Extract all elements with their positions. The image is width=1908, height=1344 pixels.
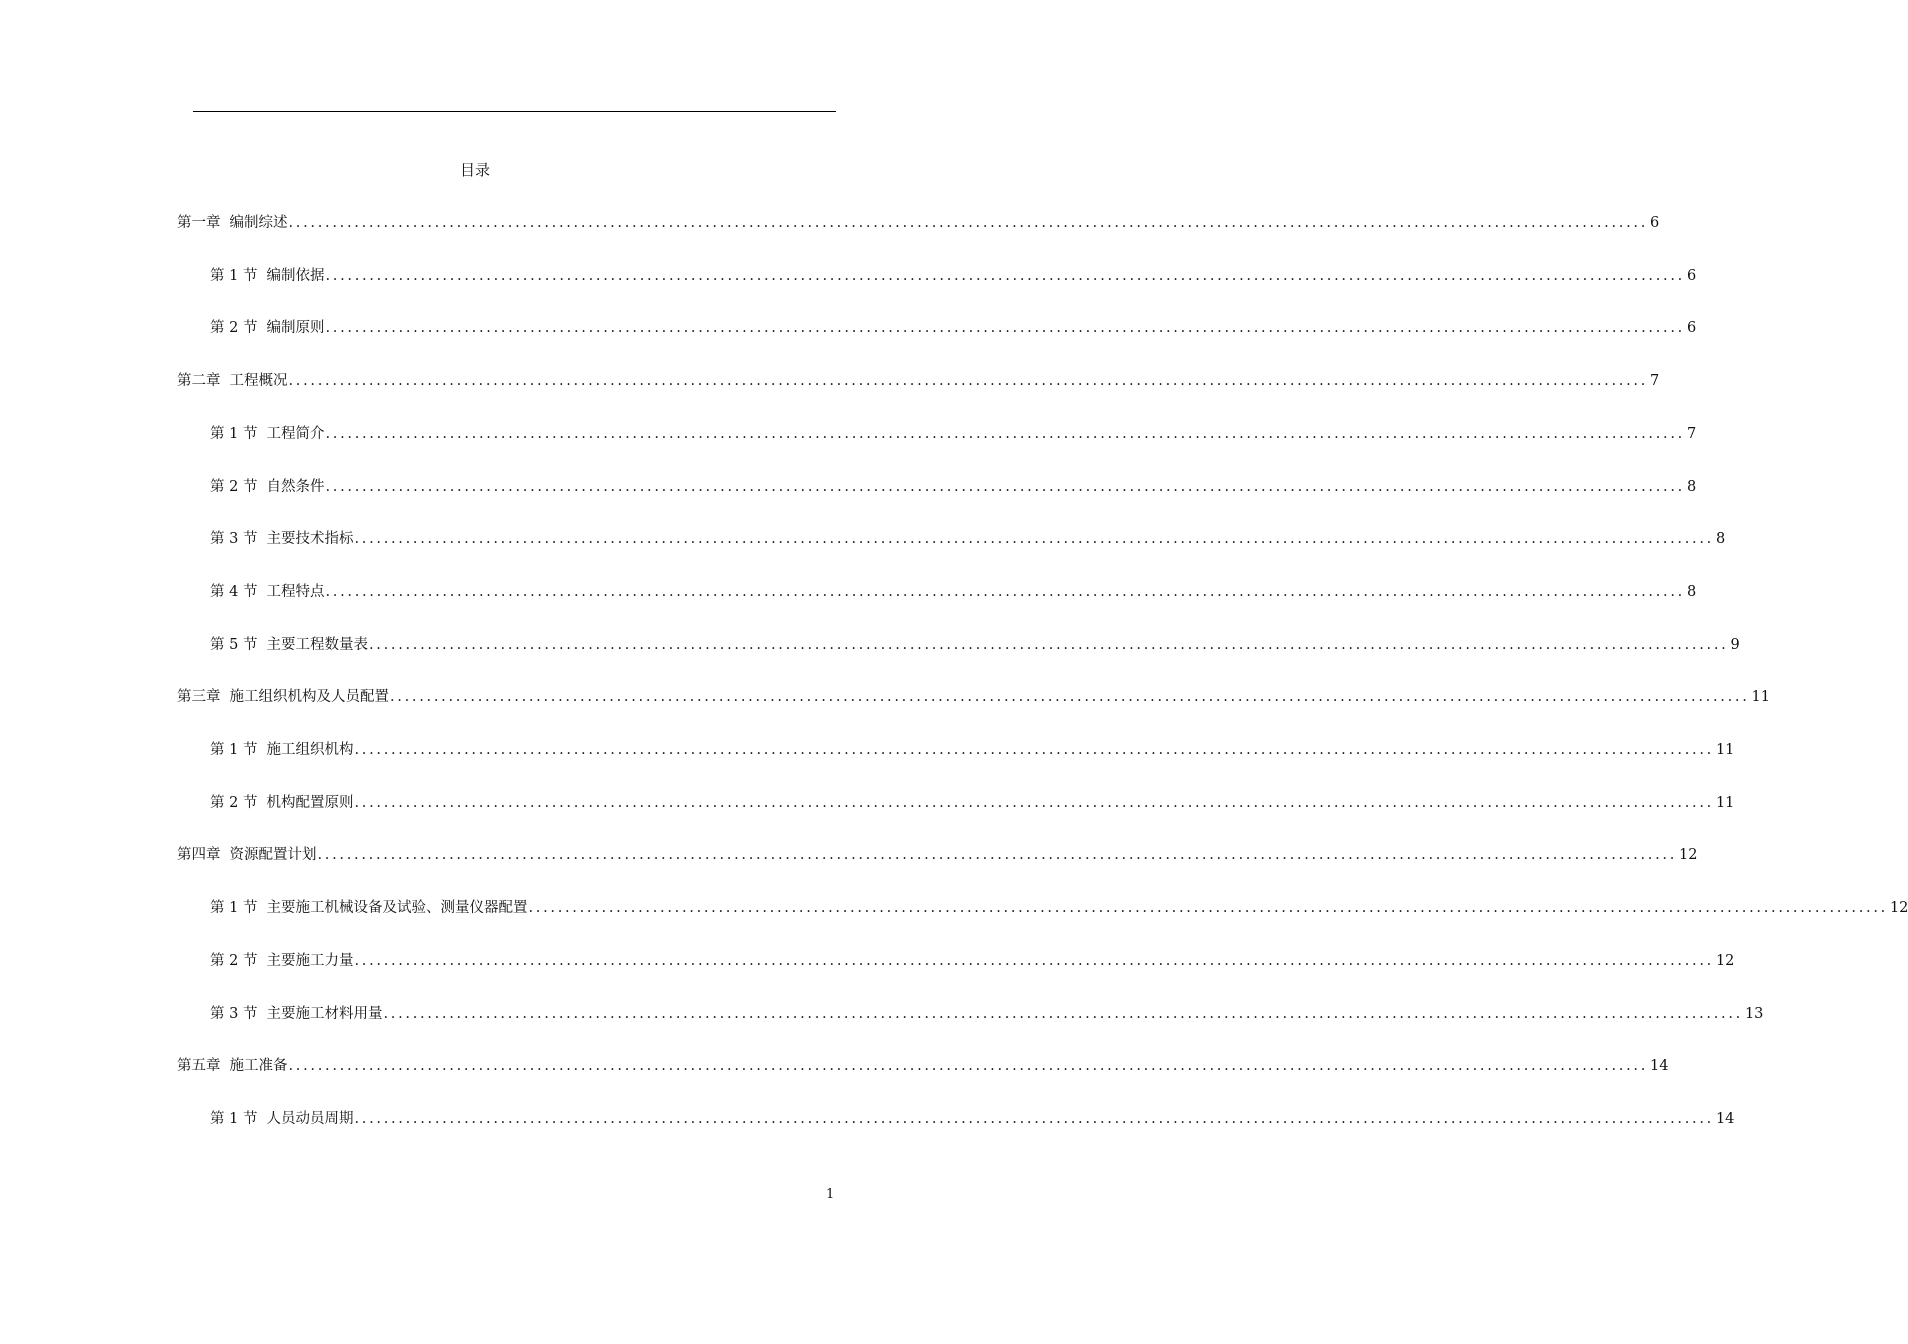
entry-title: 工程简介 (266, 426, 325, 442)
entry-title: 编制依据 (266, 268, 325, 284)
entry-label (177, 1055, 288, 1077)
toc-section-entry[interactable] (210, 476, 1697, 498)
entry-label (210, 423, 324, 445)
toc-section-entry[interactable] (210, 1003, 1764, 1025)
entry-title: 机构配置原则 (266, 795, 354, 811)
entry-page-number: 12 (1889, 900, 1908, 916)
entry-label (177, 212, 288, 234)
entry-title: 人员动员周期 (266, 1111, 354, 1127)
dot-leader: .......................................................................................................................................................................................... (354, 1111, 1714, 1127)
entry-number: 第三章 (177, 689, 221, 705)
entry-number: 第 5 节 (210, 637, 258, 653)
entry-title: 自然条件 (266, 479, 325, 495)
entry-page-number: 8 (1686, 584, 1697, 600)
entry-page-number: 11 (1751, 689, 1770, 705)
entry-number: 第 1 节 (210, 1111, 258, 1127)
dot-leader: .......................................................................................................................................................................................... (288, 1058, 1648, 1074)
toc-chapter-entry[interactable] (177, 370, 1660, 392)
toc-section-entry[interactable] (210, 581, 1697, 603)
entry-number: 第五章 (177, 1058, 221, 1074)
entry-page-number: 6 (1686, 320, 1697, 336)
entry-page-number: 11 (1715, 742, 1735, 758)
entry-label (210, 1003, 382, 1025)
entry-label (210, 792, 353, 814)
toc-section-entry[interactable] (210, 528, 1726, 550)
dot-leader: .......................................................................................................................................................................................... (354, 795, 1714, 811)
entry-page-number: 12 (1679, 847, 1698, 863)
entry-page-number: 6 (1650, 215, 1660, 231)
toc-section-entry[interactable] (210, 317, 1697, 339)
entry-label (210, 950, 353, 972)
entry-number: 第 1 节 (210, 426, 258, 442)
toc-chapter-entry[interactable] (177, 844, 1698, 866)
dot-leader: .......................................................................................................................................................................................... (288, 215, 1648, 231)
entry-title: 主要技术指标 (266, 531, 354, 547)
entry-title: 施工组织机构及人员配置 (229, 689, 389, 705)
entry-title: 施工准备 (229, 1058, 288, 1074)
toc-title-text: 目录 (459, 161, 490, 179)
entry-title: 主要施工机械设备及试验、测量仪器配置 (266, 900, 528, 916)
entry-page-number: 8 (1686, 479, 1697, 495)
toc-section-entry[interactable] (210, 265, 1697, 287)
entry-number: 第二章 (177, 373, 221, 389)
entry-label (210, 265, 324, 287)
entry-number: 第 1 节 (210, 742, 258, 758)
toc-section-entry[interactable] (210, 950, 1735, 972)
entry-number: 第 3 节 (210, 531, 258, 547)
entry-number: 第 2 节 (210, 953, 258, 969)
entry-number: 第 2 节 (210, 320, 258, 336)
entry-page-number: 8 (1715, 531, 1726, 547)
entry-page-number: 14 (1650, 1058, 1669, 1074)
entry-page-number: 13 (1744, 1006, 1764, 1022)
toc-section-entry[interactable] (210, 792, 1735, 814)
entry-label (210, 476, 324, 498)
toc-section-entry[interactable] (210, 634, 1740, 656)
entry-number: 第 2 节 (210, 479, 258, 495)
entry-number: 第 1 节 (210, 268, 258, 284)
entry-number: 第 1 节 (210, 900, 258, 916)
dot-leader: .......................................................................................................................................................................................... (288, 373, 1648, 389)
entry-page-number: 7 (1650, 373, 1660, 389)
entry-title: 工程概况 (229, 373, 288, 389)
entry-label (210, 739, 353, 761)
toc-section-entry[interactable] (210, 423, 1697, 445)
toc-chapter-entry[interactable] (177, 686, 1770, 708)
entry-label (210, 317, 324, 339)
entry-title: 编制原则 (266, 320, 325, 336)
dot-leader: .......................................................................................................................................................................................... (325, 268, 1685, 284)
dot-leader: .......................................................................................................................................................................................... (325, 584, 1685, 600)
entry-label (177, 686, 389, 708)
toc-chapter-entry[interactable] (177, 1055, 1669, 1077)
dot-leader: .......................................................................................................................................................................................... (354, 953, 1714, 969)
entry-page-number: 12 (1715, 953, 1735, 969)
dot-leader: .......................................................................................................................................................................................... (383, 1006, 1743, 1022)
dot-leader: .......................................................................................................................................................................................... (325, 479, 1685, 495)
dot-leader: .......................................................................................................................................................................................... (368, 637, 1729, 653)
dot-leader: .......................................................................................................................................................................................... (317, 847, 1677, 863)
entry-title: 主要施工力量 (266, 953, 354, 969)
entry-label (177, 370, 288, 392)
entry-title: 施工组织机构 (266, 742, 354, 758)
toc-section-entry[interactable] (210, 739, 1735, 761)
entry-label (210, 528, 353, 550)
entry-page-number: 7 (1686, 426, 1697, 442)
page-number: 1 (826, 1187, 835, 1202)
entry-title: 资源配置计划 (229, 847, 317, 863)
entry-title: 主要施工材料用量 (266, 1006, 383, 1022)
toc-section-entry[interactable] (210, 1108, 1735, 1130)
toc-section-entry[interactable] (210, 897, 1908, 919)
entry-label (177, 844, 317, 866)
entry-label (210, 634, 368, 656)
entry-label (210, 897, 527, 919)
toc-chapter-entry[interactable] (177, 212, 1660, 234)
entry-number: 第 3 节 (210, 1006, 258, 1022)
entry-label (210, 581, 324, 603)
entry-number: 第四章 (177, 847, 221, 863)
dot-leader: .......................................................................................................................................................................................... (390, 689, 1750, 705)
entry-title: 工程特点 (266, 584, 325, 600)
entry-page-number: 11 (1715, 795, 1735, 811)
dot-leader: .......................................................................................................................................................................................... (354, 531, 1714, 547)
entry-number: 第一章 (177, 215, 221, 231)
dot-leader: .......................................................................................................................................................................................... (325, 426, 1685, 442)
entry-number: 第 4 节 (210, 584, 258, 600)
entry-page-number: 9 (1730, 637, 1740, 653)
dot-leader: .......................................................................................................................................................................................... (325, 320, 1685, 336)
entry-label (210, 1108, 353, 1130)
entry-title: 主要工程数量表 (266, 637, 368, 653)
entry-number: 第 2 节 (210, 795, 258, 811)
dot-leader: .......................................................................................................................................................................................... (528, 900, 1888, 916)
entry-title: 编制综述 (229, 215, 288, 231)
dot-leader: .......................................................................................................................................................................................... (354, 742, 1714, 758)
entry-page-number: 6 (1686, 268, 1697, 284)
entry-page-number: 14 (1715, 1111, 1735, 1127)
